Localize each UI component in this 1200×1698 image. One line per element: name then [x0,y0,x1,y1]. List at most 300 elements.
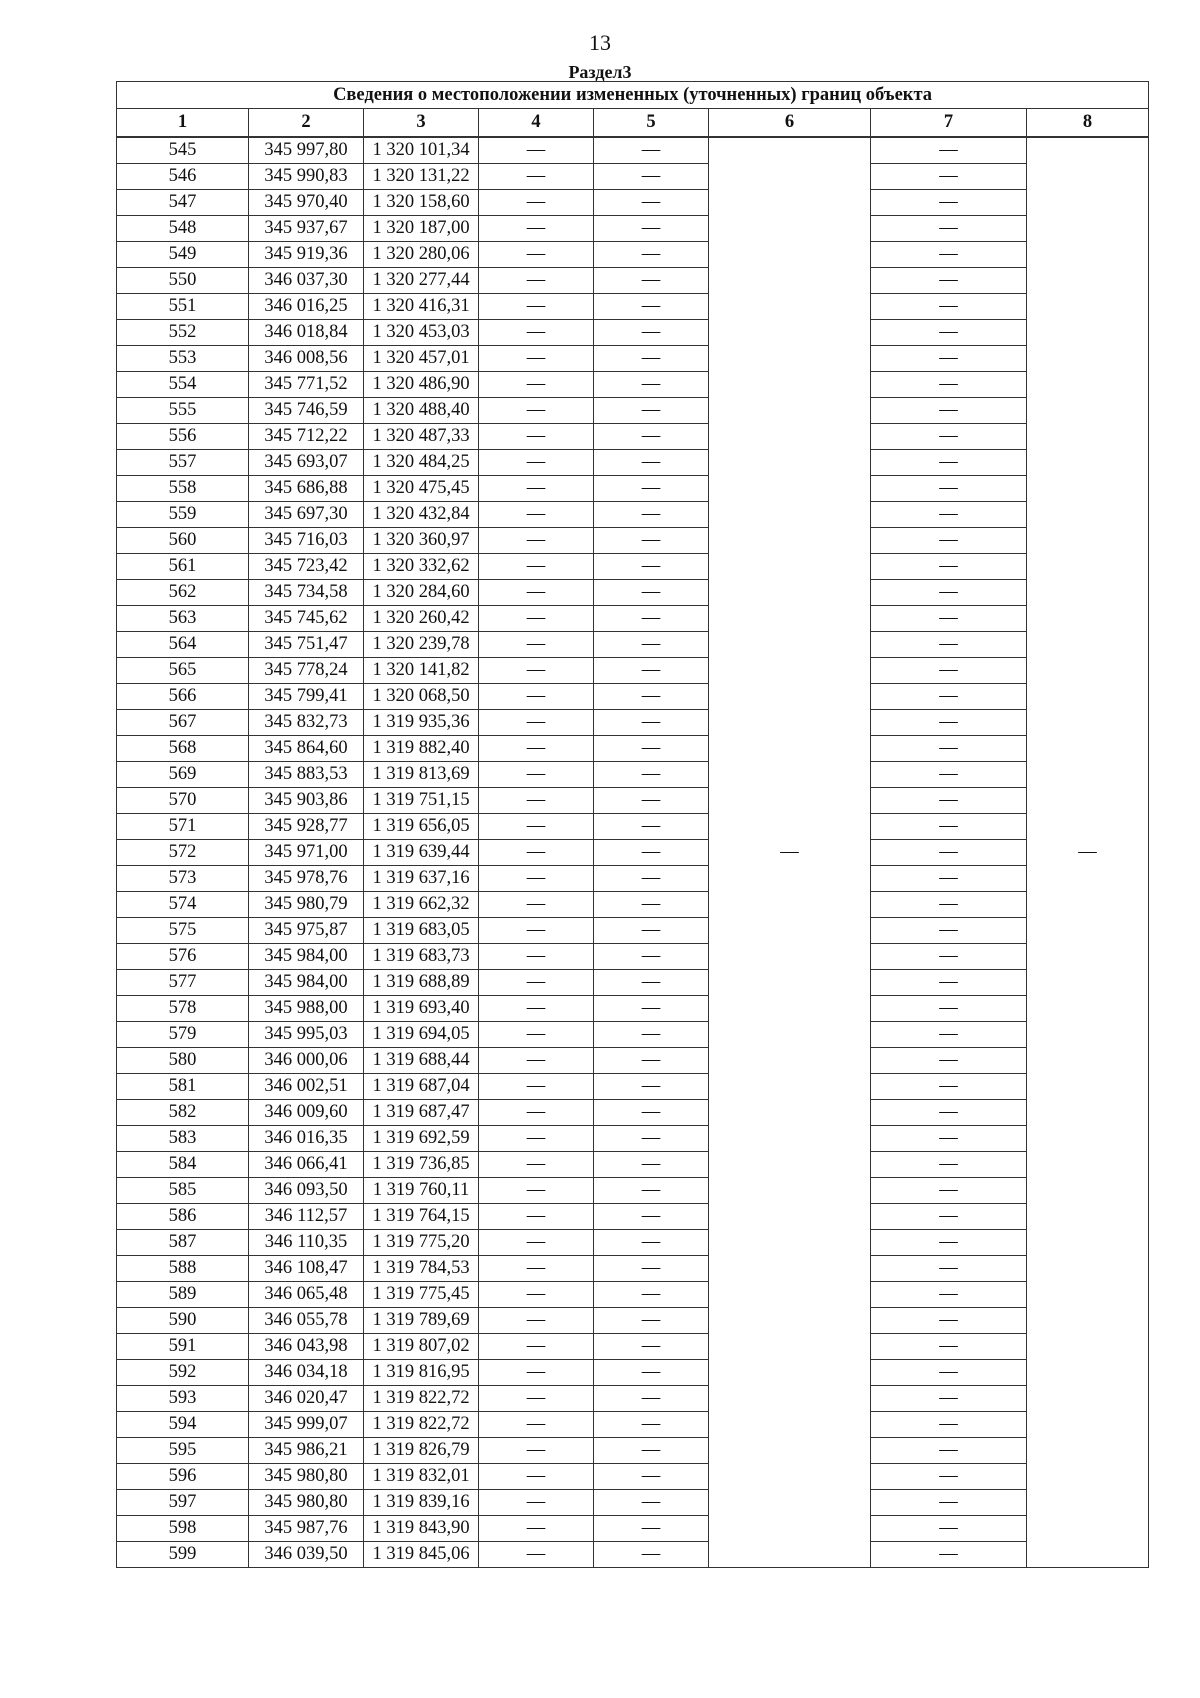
column-5-cell: — [594,970,709,996]
table-row [117,502,1149,528]
column-5-cell: — [594,866,709,892]
coordinate-x-cell: 346 055,78 [249,1308,364,1334]
column-5-cell: — [594,1542,709,1568]
column-4-cell: — [479,1048,594,1074]
column-7-cell: — [871,346,1027,372]
column-4-cell: — [479,320,594,346]
column-4-cell: — [479,1386,594,1412]
column-4-cell: — [479,164,594,190]
column-5-cell: — [594,788,709,814]
coordinate-y-cell: 1 319 751,15 [364,788,479,814]
table-row [117,918,1149,944]
coordinate-x-cell: 346 065,48 [249,1282,364,1308]
column-7-cell: — [871,658,1027,684]
table-row [117,1230,1149,1256]
coordinate-x-cell: 345 986,21 [249,1438,364,1464]
column-5-cell: — [594,580,709,606]
coordinate-y-cell: 1 319 639,44 [364,840,479,866]
column-5-cell: — [594,476,709,502]
column-4-cell: — [479,1412,594,1438]
column-7-cell: — [871,424,1027,450]
column-5-cell: — [594,1490,709,1516]
column-7-cell: — [871,866,1027,892]
column-5-cell: — [594,632,709,658]
point-number-cell: 582 [117,1100,249,1126]
table-row [117,840,1149,866]
column-7-cell: — [871,710,1027,736]
column-4-cell: — [479,970,594,996]
coordinate-x-cell: 345 716,03 [249,528,364,554]
coordinate-x-cell: 346 093,50 [249,1178,364,1204]
coordinate-x-cell: 346 016,35 [249,1126,364,1152]
coordinate-y-cell: 1 319 822,72 [364,1386,479,1412]
column-4-cell: — [479,137,594,164]
coordinate-x-cell: 345 980,79 [249,892,364,918]
table-row [117,1438,1149,1464]
column-5-cell: — [594,528,709,554]
table-row [117,164,1149,190]
coordinate-x-cell: 345 980,80 [249,1464,364,1490]
coordinate-y-cell: 1 319 687,47 [364,1100,479,1126]
coordinate-y-cell: 1 319 775,20 [364,1230,479,1256]
column-5-cell: — [594,944,709,970]
coordinate-x-cell: 345 995,03 [249,1022,364,1048]
coordinate-x-cell: 345 693,07 [249,450,364,476]
column-5-cell: — [594,346,709,372]
point-number-cell: 565 [117,658,249,684]
coordinate-x-cell: 346 000,06 [249,1048,364,1074]
column-4-cell: — [479,268,594,294]
coordinate-x-cell: 345 980,80 [249,1490,364,1516]
coordinate-y-cell: 1 320 260,42 [364,606,479,632]
table-row [117,372,1149,398]
column-4-cell: — [479,684,594,710]
coordinate-x-cell: 345 978,76 [249,866,364,892]
column-5-cell: — [594,424,709,450]
table-row [117,1048,1149,1074]
coordinate-y-cell: 1 320 486,90 [364,372,479,398]
point-number-cell: 564 [117,632,249,658]
column-5-cell: — [594,1334,709,1360]
table-row [117,892,1149,918]
point-number-cell: 580 [117,1048,249,1074]
column-5-cell: — [594,1126,709,1152]
column-5-cell: — [594,242,709,268]
column-header: 8 [1027,109,1149,138]
point-number-cell: 551 [117,294,249,320]
column-5-cell: — [594,1230,709,1256]
coordinate-y-cell: 1 319 637,16 [364,866,479,892]
table-row [117,294,1149,320]
coordinate-y-cell: 1 320 487,33 [364,424,479,450]
table-row [117,1100,1149,1126]
column-4-cell: — [479,1282,594,1308]
point-number-cell: 575 [117,918,249,944]
column-7-cell: — [871,970,1027,996]
coordinate-y-cell: 1 320 101,34 [364,137,479,164]
coordinate-y-cell: 1 319 683,05 [364,918,479,944]
column-7-cell: — [871,1516,1027,1542]
coordinate-x-cell: 346 009,60 [249,1100,364,1126]
column-5-cell: — [594,892,709,918]
point-number-cell: 550 [117,268,249,294]
table-row [117,736,1149,762]
point-number-cell: 570 [117,788,249,814]
coordinate-y-cell: 1 320 187,00 [364,216,479,242]
point-number-cell: 584 [117,1152,249,1178]
coordinate-x-cell: 346 008,56 [249,346,364,372]
point-number-cell: 566 [117,684,249,710]
column-7-cell: — [871,268,1027,294]
column-5-cell: — [594,1438,709,1464]
column-header: 5 [594,109,709,138]
table-row [117,1256,1149,1282]
point-number-cell: 546 [117,164,249,190]
coordinate-x-cell: 345 984,00 [249,970,364,996]
column-4-cell: — [479,216,594,242]
coordinate-y-cell: 1 319 688,44 [364,1048,479,1074]
coordinate-x-cell: 345 903,86 [249,788,364,814]
coordinate-y-cell: 1 320 131,22 [364,164,479,190]
table-row [117,554,1149,580]
column-7-cell: — [871,1204,1027,1230]
table-row [117,1282,1149,1308]
table-row [117,1334,1149,1360]
coordinate-x-cell: 345 970,40 [249,190,364,216]
table-row [117,1464,1149,1490]
column-4-cell: — [479,580,594,606]
table-row [117,658,1149,684]
column-7-cell: — [871,1230,1027,1256]
coordinate-y-cell: 1 320 277,44 [364,268,479,294]
coordinate-y-cell: 1 320 416,31 [364,294,479,320]
column-5-cell: — [594,554,709,580]
coordinate-x-cell: 345 883,53 [249,762,364,788]
column-5-cell: — [594,606,709,632]
coordinate-x-cell: 345 723,42 [249,554,364,580]
column-7-cell: — [871,1542,1027,1568]
column-7-cell: — [871,1490,1027,1516]
column-5-cell: — [594,398,709,424]
coordinate-y-cell: 1 319 816,95 [364,1360,479,1386]
column-4-cell: — [479,528,594,554]
column-7-cell: — [871,1048,1027,1074]
column-header: 4 [479,109,594,138]
point-number-cell: 588 [117,1256,249,1282]
column-7-cell: — [871,554,1027,580]
point-number-cell: 585 [117,1178,249,1204]
column-7-cell: — [871,1308,1027,1334]
coordinate-x-cell: 345 832,73 [249,710,364,736]
column-7-cell: — [871,918,1027,944]
table-row [117,606,1149,632]
point-number-cell: 557 [117,450,249,476]
point-number-cell: 597 [117,1490,249,1516]
table-row [117,1074,1149,1100]
coordinate-y-cell: 1 319 882,40 [364,736,479,762]
column-7-cell: — [871,502,1027,528]
point-number-cell: 560 [117,528,249,554]
column-5-cell: — [594,1282,709,1308]
column-7-cell: — [871,294,1027,320]
coordinate-x-cell: 346 037,30 [249,268,364,294]
column-7-cell: — [871,892,1027,918]
column-4-cell: — [479,1022,594,1048]
coordinate-x-cell: 346 002,51 [249,1074,364,1100]
column-7-cell: — [871,1178,1027,1204]
column-4-cell: — [479,1204,594,1230]
coordinate-x-cell: 345 734,58 [249,580,364,606]
point-number-cell: 555 [117,398,249,424]
column-header: 6 [709,109,871,138]
point-number-cell: 577 [117,970,249,996]
point-number-cell: 596 [117,1464,249,1490]
point-number-cell: 593 [117,1386,249,1412]
point-number-cell: 556 [117,424,249,450]
point-number-cell: 547 [117,190,249,216]
coordinate-y-cell: 1 320 284,60 [364,580,479,606]
column-7-cell: — [871,840,1027,866]
point-number-cell: 578 [117,996,249,1022]
column-5-cell: — [594,164,709,190]
column-7-cell: — [871,996,1027,1022]
coordinate-x-cell: 345 745,62 [249,606,364,632]
column-4-cell: — [479,762,594,788]
coordinate-y-cell: 1 319 687,04 [364,1074,479,1100]
point-number-cell: 587 [117,1230,249,1256]
table-row [117,320,1149,346]
column-5-cell: — [594,918,709,944]
point-number-cell: 562 [117,580,249,606]
column-4-cell: — [479,996,594,1022]
point-number-cell: 545 [117,137,249,164]
column-5-cell: — [594,1256,709,1282]
column-4-cell: — [479,1308,594,1334]
coordinate-y-cell: 1 320 141,82 [364,658,479,684]
coordinate-x-cell: 345 799,41 [249,684,364,710]
coordinate-y-cell: 1 319 839,16 [364,1490,479,1516]
column-4-cell: — [479,424,594,450]
column-4-cell: — [479,1464,594,1490]
column-5-cell: — [594,1464,709,1490]
column-5-cell: — [594,1022,709,1048]
column-5-cell: — [594,840,709,866]
coordinate-x-cell: 346 043,98 [249,1334,364,1360]
page-number: 13 [589,30,611,55]
column-5-cell: — [594,1048,709,1074]
coordinate-y-cell: 1 320 332,62 [364,554,479,580]
table-row [117,1360,1149,1386]
column-5-cell: — [594,736,709,762]
point-number-cell: 573 [117,866,249,892]
coordinate-x-cell: 346 112,57 [249,1204,364,1230]
coordinate-x-cell: 345 984,00 [249,944,364,970]
table-row [117,1022,1149,1048]
column-6-merged-cell: — [709,137,871,1568]
column-7-cell: — [871,1360,1027,1386]
column-7-cell: — [871,1074,1027,1100]
table-row [117,1178,1149,1204]
column-5-cell: — [594,320,709,346]
table-row [117,398,1149,424]
coordinate-x-cell: 345 997,80 [249,137,364,164]
table-row [117,632,1149,658]
coordinate-y-cell: 1 319 813,69 [364,762,479,788]
column-7-cell: — [871,684,1027,710]
column-5-cell: — [594,1074,709,1100]
coordinate-y-cell: 1 319 935,36 [364,710,479,736]
column-4-cell: — [479,1256,594,1282]
column-8-merged-cell: — [1027,137,1149,1568]
point-number-cell: 574 [117,892,249,918]
coordinate-y-cell: 1 319 843,90 [364,1516,479,1542]
table-row [117,710,1149,736]
column-7-cell: — [871,1282,1027,1308]
column-5-cell: — [594,1360,709,1386]
point-number-cell: 583 [117,1126,249,1152]
coordinate-x-cell: 345 975,87 [249,918,364,944]
point-number-cell: 567 [117,710,249,736]
coordinate-y-cell: 1 320 488,40 [364,398,479,424]
column-5-cell: — [594,710,709,736]
column-7-cell: — [871,944,1027,970]
column-4-cell: — [479,736,594,762]
column-4-cell: — [479,1334,594,1360]
column-5-cell: — [594,1516,709,1542]
coordinate-x-cell: 345 988,00 [249,996,364,1022]
table-row [117,346,1149,372]
column-5-cell: — [594,450,709,476]
coordinate-y-cell: 1 319 688,89 [364,970,479,996]
point-number-cell: 598 [117,1516,249,1542]
coordinate-x-cell: 345 751,47 [249,632,364,658]
coordinate-x-cell: 346 020,47 [249,1386,364,1412]
coordinate-x-cell: 345 990,83 [249,164,364,190]
table-row [117,814,1149,840]
coordinate-x-cell: 345 697,30 [249,502,364,528]
coordinate-y-cell: 1 320 068,50 [364,684,479,710]
coordinate-y-cell: 1 320 484,25 [364,450,479,476]
column-7-cell: — [871,164,1027,190]
point-number-cell: 579 [117,1022,249,1048]
point-number-cell: 559 [117,502,249,528]
table-row [117,268,1149,294]
coordinate-x-cell: 345 919,36 [249,242,364,268]
point-number-cell: 594 [117,1412,249,1438]
column-7-cell: — [871,1100,1027,1126]
column-4-cell: — [479,814,594,840]
coordinate-y-cell: 1 319 807,02 [364,1334,479,1360]
column-7-cell: — [871,528,1027,554]
column-4-cell: — [479,1178,594,1204]
table-row [117,866,1149,892]
point-number-cell: 568 [117,736,249,762]
coordinate-y-cell: 1 319 764,15 [364,1204,479,1230]
column-4-cell: — [479,372,594,398]
table-title: Сведения о местоположении измененных (уточненных) границ объекта [117,82,1149,109]
coordinate-x-cell: 345 778,24 [249,658,364,684]
point-number-cell: 595 [117,1438,249,1464]
coordinate-x-cell: 345 999,07 [249,1412,364,1438]
coordinate-x-cell: 345 987,76 [249,1516,364,1542]
coordinate-y-cell: 1 320 158,60 [364,190,479,216]
table-row [117,242,1149,268]
coordinate-y-cell: 1 319 826,79 [364,1438,479,1464]
column-5-cell: — [594,1204,709,1230]
table-row [117,762,1149,788]
point-number-cell: 592 [117,1360,249,1386]
coordinate-y-cell: 1 319 692,59 [364,1126,479,1152]
point-number-cell: 552 [117,320,249,346]
column-4-cell: — [479,1230,594,1256]
coordinate-x-cell: 346 039,50 [249,1542,364,1568]
point-number-cell: 569 [117,762,249,788]
column-5-cell: — [594,216,709,242]
coordinate-x-cell: 346 110,35 [249,1230,364,1256]
point-number-cell: 549 [117,242,249,268]
column-header: 1 [117,109,249,138]
coordinate-y-cell: 1 319 662,32 [364,892,479,918]
table-row [117,450,1149,476]
column-4-cell: — [479,918,594,944]
coordinate-x-cell: 346 018,84 [249,320,364,346]
column-4-cell: — [479,242,594,268]
table-row [117,1204,1149,1230]
coordinate-y-cell: 1 319 784,53 [364,1256,479,1282]
column-5-cell: — [594,268,709,294]
column-5-cell: — [594,1100,709,1126]
column-4-cell: — [479,1126,594,1152]
column-4-cell: — [479,502,594,528]
column-header-row [117,109,1149,138]
coordinate-y-cell: 1 319 683,73 [364,944,479,970]
table-row [117,970,1149,996]
column-4-cell: — [479,476,594,502]
column-4-cell: — [479,944,594,970]
coordinate-x-cell: 345 937,67 [249,216,364,242]
coordinate-x-cell: 346 066,41 [249,1152,364,1178]
point-number-cell: 589 [117,1282,249,1308]
column-7-cell: — [871,762,1027,788]
column-7-cell: — [871,1126,1027,1152]
coordinate-x-cell: 345 971,00 [249,840,364,866]
column-4-cell: — [479,710,594,736]
coordinate-x-cell: 346 034,18 [249,1360,364,1386]
table-row [117,996,1149,1022]
column-5-cell: — [594,658,709,684]
table-row [117,216,1149,242]
column-7-cell: — [871,580,1027,606]
column-5-cell: — [594,294,709,320]
column-4-cell: — [479,866,594,892]
coordinate-y-cell: 1 319 822,72 [364,1412,479,1438]
column-4-cell: — [479,632,594,658]
point-number-cell: 553 [117,346,249,372]
column-7-cell: — [871,1464,1027,1490]
column-5-cell: — [594,137,709,164]
point-number-cell: 563 [117,606,249,632]
column-5-cell: — [594,814,709,840]
table-row [117,190,1149,216]
column-7-cell: — [871,1334,1027,1360]
column-7-cell: — [871,320,1027,346]
column-7-cell: — [871,190,1027,216]
column-7-cell: — [871,372,1027,398]
column-7-cell: — [871,632,1027,658]
coordinate-y-cell: 1 320 475,45 [364,476,479,502]
coordinate-y-cell: 1 320 239,78 [364,632,479,658]
coordinate-x-cell: 345 746,59 [249,398,364,424]
